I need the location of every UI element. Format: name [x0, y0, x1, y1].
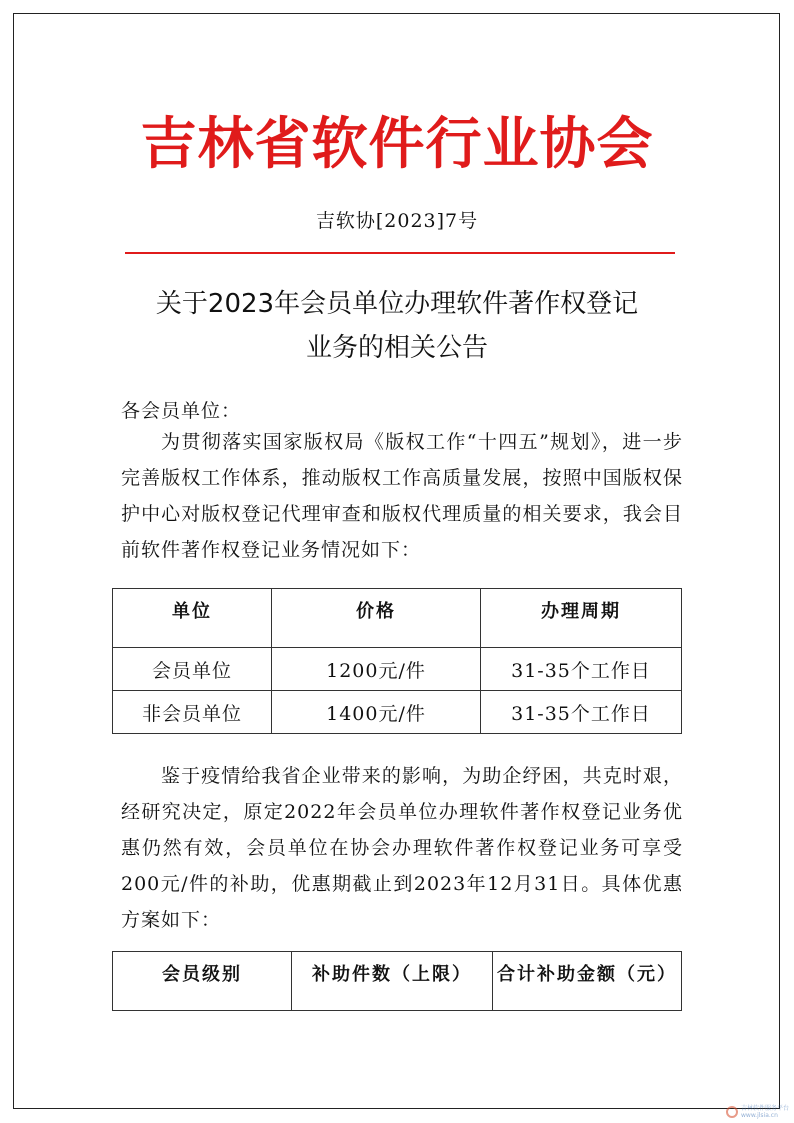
watermark-line-1: 吉林软件服务平台	[741, 1105, 790, 1112]
pricing-table	[112, 588, 682, 734]
table-row	[113, 648, 682, 691]
cell-cycle: 31-35个工作日	[481, 691, 682, 734]
cell-price: 1400元/件	[272, 691, 481, 734]
header-divider	[125, 252, 675, 254]
watermark-text	[741, 1105, 789, 1119]
organization-name: 吉林省软件行业协会	[140, 112, 654, 177]
header-price: 价格	[272, 589, 481, 648]
header-unit: 单位	[113, 589, 272, 648]
subsidy-table	[112, 951, 682, 1011]
paragraph-subsidy: 鉴于疫情给我省企业带来的影响，为助企纾困，共克时艰，经研究决定，原定2022年会员单位办理软件著作权登记业务优惠仍然有效，会员单位在协会办理软件著作权登记业务可享受200元/件的补助，优惠期截止到2023年12月31日。具体优惠方案如下：	[121, 765, 683, 931]
site-watermark	[726, 1105, 790, 1119]
header-member-level: 会员级别	[113, 952, 292, 1011]
cell-price: 1200元/件	[272, 648, 481, 691]
header-cycle: 办理周期	[481, 589, 682, 648]
table-row	[113, 691, 682, 734]
document-title	[100, 282, 694, 370]
cell-unit: 会员单位	[113, 648, 272, 691]
title-line-2: 业务的相关公告	[305, 333, 488, 363]
title-line-1: 关于2023年会员单位办理软件著作权登记	[155, 289, 639, 319]
watermark-logo-icon	[726, 1106, 738, 1118]
cell-cycle: 31-35个工作日	[481, 648, 682, 691]
header-subsidy-total: 合计补助金额（元）	[493, 952, 682, 1011]
watermark-line-2: www.jlsia.cn	[741, 1112, 778, 1119]
cell-unit: 非会员单位	[113, 691, 272, 734]
paragraph-intro: 为贯彻落实国家版权局《版权工作“十四五”规划》，进一步完善版权工作体系，推动版权工作高质量发展，按照中国版权保护中心对版权登记代理审查和版权代理质量的相关要求，我会目前软件著作权登记业务情况如下：	[121, 431, 683, 561]
header-subsidy-count: 补助件数（上限）	[292, 952, 493, 1011]
table-header-row	[113, 589, 682, 648]
salutation: 各会员单位：	[121, 400, 242, 422]
table-header-row	[113, 952, 682, 1011]
document-number: 吉软协[2023]7号	[315, 210, 479, 232]
